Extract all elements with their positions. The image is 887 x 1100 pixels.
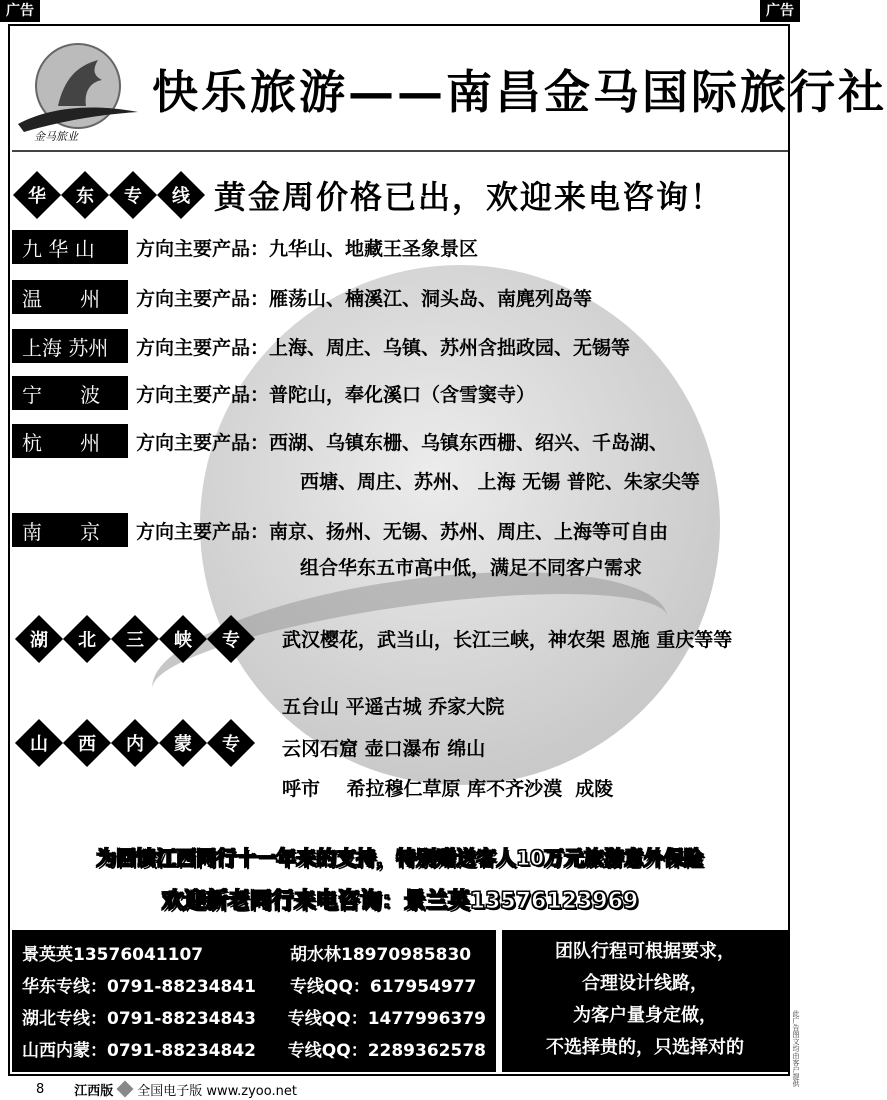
route-text-cont: 组合华东五市高中低，满足不同客户需求 <box>300 557 643 579</box>
route-text: 九华山、地藏王圣象景区 <box>269 237 479 260</box>
route-row <box>12 230 478 264</box>
route-label: 温 州 <box>12 280 128 314</box>
page-title: 快乐旅游——南昌金马国际旅行社 <box>152 65 887 119</box>
title-diamond: 专 <box>109 171 157 219</box>
contact-box <box>12 930 496 1072</box>
route-row <box>12 329 630 363</box>
contact-row <box>22 936 486 968</box>
route-prefix: 方向主要产品： <box>136 520 270 543</box>
horse-logo-icon <box>14 40 142 144</box>
title-diamond: 专 <box>207 719 255 767</box>
shanxi-line: 呼市 希拉穆仁草原 库不齐沙漠 成陵 <box>282 778 614 800</box>
contact-phone: 景英英13576041107 <box>22 944 204 965</box>
slogan-line: 合理设计线路， <box>582 973 708 994</box>
site-link[interactable]: 全国电子版 www.zyoo.net <box>137 1083 297 1099</box>
slogan-line: 为客户量身定做， <box>573 1005 717 1026</box>
route-text: 上海、周庄、乌镇、苏州含拙政园、无锡等 <box>269 336 631 359</box>
route-label: 上海 苏州 <box>12 329 128 363</box>
route-prefix: 方向主要产品： <box>136 383 270 406</box>
route-row <box>12 376 535 410</box>
huadong-title <box>20 178 212 212</box>
shanxi-title <box>22 726 262 760</box>
slogan-line: 不选择贵的，只选择对的 <box>546 1037 744 1058</box>
title-diamond: 北 <box>63 615 111 663</box>
title-diamond: 三 <box>111 615 159 663</box>
route-label: 南 京 <box>12 513 128 547</box>
contact-line: 山西内蒙：0791-88234842 <box>22 1040 256 1061</box>
route-row <box>12 280 592 314</box>
title-diamond: 线 <box>157 171 205 219</box>
route-text: 雁荡山、楠溪江、洞头岛、南麂列岛等 <box>269 287 593 310</box>
route-row <box>12 424 668 458</box>
contact-row <box>22 968 486 1000</box>
route-prefix: 方向主要产品： <box>136 287 270 310</box>
route-prefix: 方向主要产品： <box>136 237 270 260</box>
title-diamond: 华 <box>13 171 61 219</box>
route-text: 西湖、乌镇东栅、乌镇东西栅、绍兴、千岛湖、 <box>269 431 669 454</box>
hubei-title <box>22 622 262 656</box>
hubei-text: 武汉樱花，武当山，长江三峡，神农架 恩施 重庆等等 <box>282 629 733 651</box>
footer <box>0 1078 800 1100</box>
route-prefix: 方向主要产品： <box>136 431 270 454</box>
route-label: 九 华 山 <box>12 230 128 264</box>
contact-line: 湖北专线：0791-88234843 <box>22 1008 256 1029</box>
slogan-line: 团队行程可根据要求， <box>555 941 735 962</box>
ad-tag-right: 广告 <box>760 0 800 22</box>
route-label: 宁 波 <box>12 376 128 410</box>
logo-caption: 金马旅业 <box>34 130 78 143</box>
title-diamond: 湖 <box>15 615 63 663</box>
title-diamond: 峡 <box>159 615 207 663</box>
slogan-box <box>502 930 788 1072</box>
contact-qq: 专线QQ：1477996379 <box>287 1008 486 1029</box>
route-text: 普陀山，奉化溪口（含雪窦寺） <box>269 383 536 406</box>
title-diamond: 蒙 <box>159 719 207 767</box>
contact-qq: 专线QQ：617954977 <box>290 976 477 997</box>
route-row <box>12 513 668 547</box>
contact-row <box>22 1000 486 1032</box>
promo-line: 为回馈江西同行十一年来的支持，特别赠送客人10万元旅游意外保险 <box>96 846 704 870</box>
edition-label: 江西版 <box>74 1083 114 1099</box>
page-number: 8 <box>36 1081 45 1097</box>
route-text-cont: 西塘、周庄、苏州、 上海 无锡 普陀、朱家尖等 <box>300 471 700 493</box>
contact-qq: 专线QQ：2289362578 <box>287 1040 486 1061</box>
contact-row <box>22 1032 486 1064</box>
route-text: 南京、扬州、无锡、苏州、周庄、上海等可自由 <box>269 520 669 543</box>
promo-line: 欢迎新老同行来电咨询：景兰英13576123969 <box>161 889 639 914</box>
diamond-separator-icon <box>117 1081 134 1098</box>
headline: 黄金周价格已出，欢迎来电咨询！ <box>214 178 725 216</box>
route-label: 杭 州 <box>12 424 128 458</box>
title-diamond: 西 <box>63 719 111 767</box>
shanxi-line: 云冈石窟 壶口瀑布 绵山 <box>282 738 486 760</box>
contact-phone: 胡水林18970985830 <box>290 944 472 965</box>
title-diamond: 东 <box>61 171 109 219</box>
contact-line: 华东专线：0791-88234841 <box>22 976 256 997</box>
side-note: 此广告图文均由客户提供 <box>792 1010 800 1087</box>
route-prefix: 方向主要产品： <box>136 336 270 359</box>
title-diamond: 内 <box>111 719 159 767</box>
title-diamond: 专 <box>207 615 255 663</box>
ad-tag-left: 广告 <box>0 0 40 22</box>
shanxi-line: 五台山 平遥古城 乔家大院 <box>282 696 505 718</box>
title-diamond: 山 <box>15 719 63 767</box>
divider <box>12 150 788 152</box>
